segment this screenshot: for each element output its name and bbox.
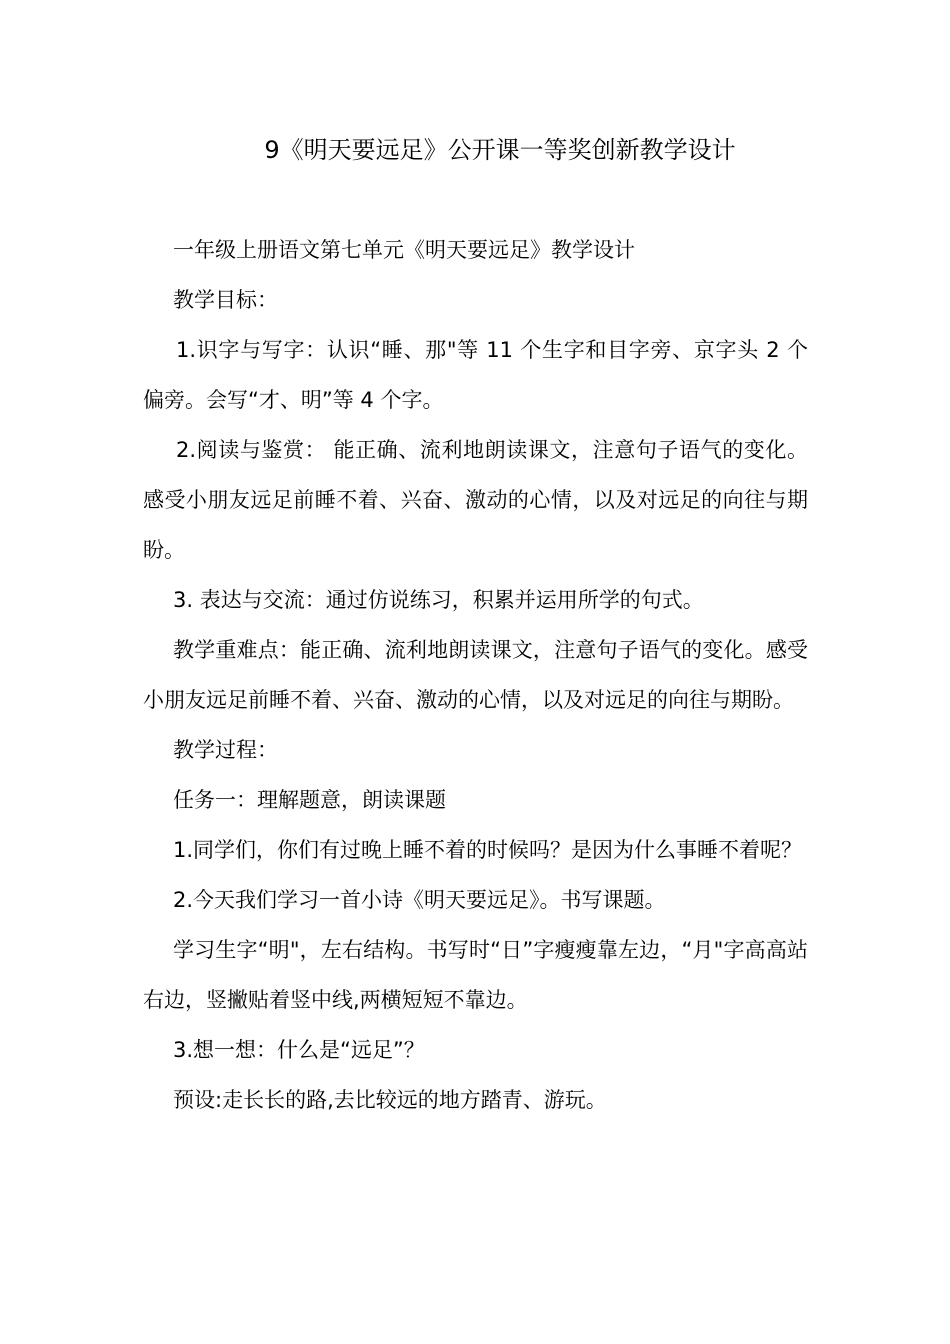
paragraph-subtitle: 一年级上册语文第七单元《明天要远足》教学设计 bbox=[173, 238, 635, 262]
paragraph-process-heading: 教学过程： bbox=[173, 738, 278, 762]
paragraph-step-3: 3.想一想：什么是“远足”？ bbox=[173, 1038, 425, 1062]
paragraph-objective-2: 2.阅读与鉴赏： 能正确、流利地朗读课文，注意句子语气的变化。感受小朋友远足前睡不着、兴奋、激动的心情，以及对远足的向往与期盼。 bbox=[143, 438, 808, 562]
document-title: 9《明天要远足》公开课一等奖创新教学设计 bbox=[264, 136, 736, 164]
paragraph-task-1: 任务一：理解题意，朗读课题 bbox=[173, 788, 446, 812]
paragraph-preset-answer: 预设:走长长的路,去比较远的地方踏青、游玩。 bbox=[173, 1088, 607, 1112]
paragraph-step-2: 2.今天我们学习一首小诗《明天要远足》。书写课题。 bbox=[173, 888, 666, 912]
document-body bbox=[143, 225, 808, 1125]
paragraph-character-study: 学习生字“明"，左右结构。书写时“日”字瘦瘦靠左边，“月"字高高站右边，竖撇贴着竖中线,两横短短不靠边。 bbox=[143, 938, 808, 1012]
paragraph-objective-3: 3. 表达与交流：通过仿说练习，积累并运用所学的句式。 bbox=[173, 588, 704, 612]
paragraph-objective-1: 1.识字与写字：认识“睡、那"等 11 个生字和目字旁、京字头 2 个偏旁。会写“才、明”等 4 个字。 bbox=[143, 338, 808, 412]
paragraph-step-1: 1.同学们，你们有过晚上睡不着的时候吗？是因为什么事睡不着呢？ bbox=[173, 838, 803, 862]
paragraph-key-points: 教学重难点：能正确、流利地朗读课文，注意句子语气的变化。感受小朋友远足前睡不着、兴奋、激动的心情，以及对远足的向往与期盼。 bbox=[143, 638, 808, 712]
paragraph-objectives-heading: 教学目标： bbox=[173, 288, 278, 312]
